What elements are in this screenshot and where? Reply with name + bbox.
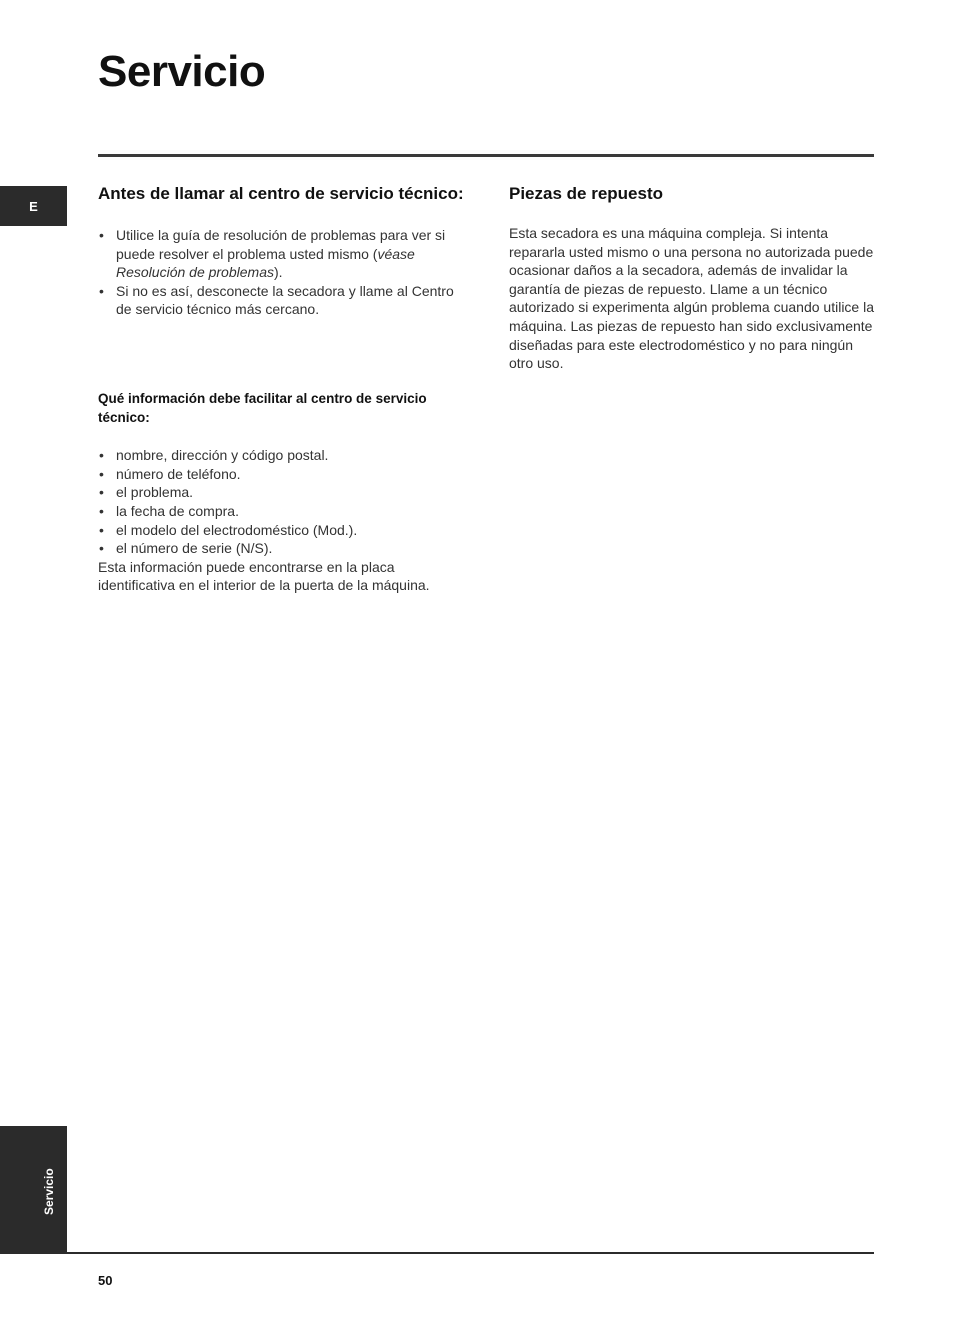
list-item: • nombre, dirección y código postal. <box>98 446 468 465</box>
language-tab: E <box>0 186 67 226</box>
list-item: • la fecha de compra. <box>98 502 468 521</box>
footer-divider <box>67 1252 874 1254</box>
before-calling-heading: Antes de llamar al centro de servicio técnico: <box>98 184 464 203</box>
list-item <box>98 226 468 282</box>
title-divider <box>98 154 874 157</box>
page-title: Servicio <box>98 47 266 96</box>
section-side-tab-label: Servicio <box>42 1168 56 1216</box>
list-item: • el número de serie (N/S). <box>98 539 468 558</box>
troubleshooting-reference: véase Resolución de problemas <box>116 245 415 281</box>
info-note: Esta información puede encontrarse en la placa identificativa en el interior de la puerta de la máquina. <box>98 558 430 594</box>
right-column <box>509 184 874 373</box>
spare-parts-body: Esta secadora es una máquina compleja. Si intenta repararla usted mismo o una persona no autorizada puede ocasionar daños a la secadora, además de invalidar la garantía de piezas de repuesto. Llame a un técnico autorizado si experimenta algún problema cuando utilice la máquina. Las piezas de repuesto han sido exclusivamente diseñadas para este electrodoméstico y no para ningún otro uso. <box>509 225 874 372</box>
list-item-text-end: ). <box>273 264 283 281</box>
list-item: • Si no es así, desconecte la secadora y llame al Centro de servicio técnico más cercano. <box>98 282 468 319</box>
left-column <box>98 184 468 595</box>
list-item: • el problema. <box>98 483 468 502</box>
page-number: 50 <box>98 1273 113 1288</box>
spare-parts-heading: Piezas de repuesto <box>509 184 664 203</box>
before-calling-list <box>98 226 468 319</box>
info-subheading: Qué información debe facilitar al centro de servicio técnico: <box>98 390 427 425</box>
list-item: • número de teléfono. <box>98 465 468 484</box>
info-list <box>98 446 468 558</box>
list-item: • el modelo del electrodoméstico (Mod.). <box>98 521 468 540</box>
list-item-text: Utilice la guía de resolución de problemas para ver si puede resolver el problema usted mismo ( <box>116 227 446 262</box>
